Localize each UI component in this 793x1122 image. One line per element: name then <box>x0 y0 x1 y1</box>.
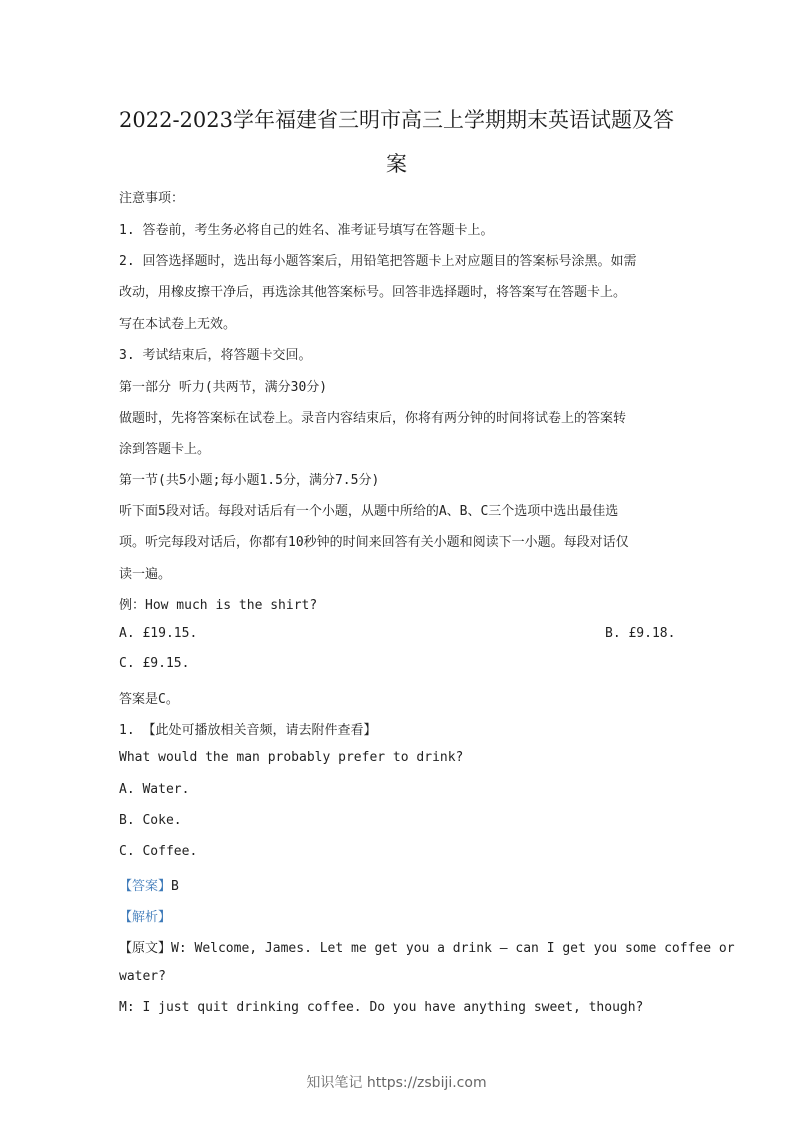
q1-option-b: B. Coke. <box>119 813 182 828</box>
q1-answer <box>119 875 179 894</box>
example-answer: 答案是C。 <box>119 692 179 707</box>
original-text-1: W: Welcome, James. Let me get you a drink — can I get you some coffee or <box>171 941 735 956</box>
section1-instruction-line-1: 听下面5段对话。每段对话后有一个小题，从题中所给的A、B、C三个选项中选出最佳选 <box>119 504 619 519</box>
title-line-2: 案 <box>386 152 407 176</box>
section1-instruction-line-2: 项。听完每段对话后，你都有10秒钟的时间来回答有关小题和阅读下一小题。每段对话仅 <box>119 535 629 550</box>
q1-original-line-1 <box>119 937 735 956</box>
q1-audio-note: 1. 【此处可播放相关音频，请去附件查看】 <box>119 723 377 738</box>
notice-heading: 注意事项： <box>119 191 185 206</box>
answer-label: 【答案】 <box>119 879 172 894</box>
q1-original-line-2: water? <box>119 969 166 984</box>
example-option-b: B. £9.18. <box>605 626 676 641</box>
q1-original-line-3: M: I just quit drinking coffee. Do you have anything sweet, though? <box>119 1000 644 1015</box>
analysis-label: 【解析】 <box>119 910 172 925</box>
part1-instruction-line-2: 涂到答题卡上。 <box>119 442 211 457</box>
q1-option-c: C. Coffee. <box>119 844 198 859</box>
q1-question: What would the man probably prefer to drink? <box>119 750 464 765</box>
document-title <box>100 98 693 186</box>
part1-heading: 第一部分 听力(共两节，满分30分) <box>119 380 328 395</box>
example-option-a: A. £19.15. <box>119 626 198 641</box>
notice-item-2-line-3: 写在本试卷上无效。 <box>119 317 237 332</box>
answer-value: B <box>171 879 179 894</box>
footer-watermark: 知识笔记 https://zsbiji.com <box>306 1075 487 1091</box>
notice-item-1: 1. 答卷前，考生务必将自己的姓名、准考证号填写在答题卡上。 <box>119 223 494 238</box>
section1-heading: 第一节(共5小题;每小题1.5分，满分7.5分) <box>119 473 380 488</box>
notice-item-2-line-2: 改动，用橡皮擦干净后，再选涂其他答案标号。回答非选择题时，将答案写在答题卡上。 <box>119 285 627 300</box>
q1-option-a: A. Water. <box>119 782 190 797</box>
notice-item-2-line-1: 2. 回答选择题时，选出每小题答案后，用铅笔把答题卡上对应题目的答案标号涂黑。如需 <box>119 254 637 269</box>
example-question: 例：How much is the shirt? <box>119 598 318 613</box>
notice-item-3: 3. 考试结束后，将答题卡交回。 <box>119 348 312 363</box>
part1-instruction-line-1: 做题时，先将答案标在试卷上。录音内容结束后，你将有两分钟的时间将试卷上的答案转 <box>119 411 627 426</box>
title-line-1: 2022-2023学年福建省三明市高三上学期期末英语试题及答 <box>119 108 674 132</box>
original-label: 【原文】 <box>119 941 172 956</box>
section1-instruction-line-3: 读一遍。 <box>119 567 172 582</box>
example-option-c: C. £9.15. <box>119 656 190 671</box>
